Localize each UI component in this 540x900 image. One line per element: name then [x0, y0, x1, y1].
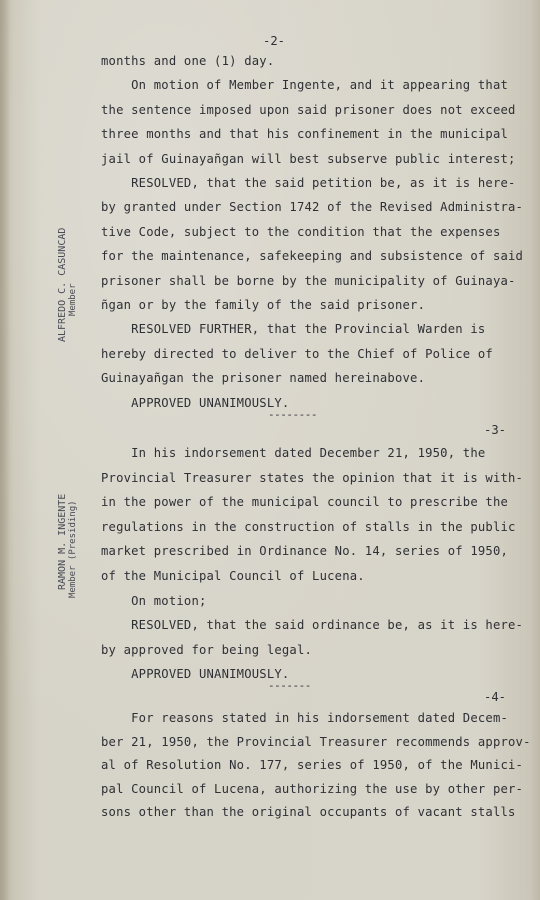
text-line: For reasons stated in his indorsement dated Decem-: [101, 711, 509, 725]
text-line: ber 21, 1950, the Provincial Treasurer recommends approv-: [101, 734, 531, 749]
separator: --------: [268, 408, 317, 421]
text-line: pal Council of Lucena, authorizing the use by other per-: [101, 781, 524, 796]
text-line: jail of Guinayañgan will best subserve public interest;: [101, 151, 516, 166]
text-line: APPROVED UNANIMOUSLY.: [101, 667, 290, 682]
text-line: On motion;: [101, 593, 207, 608]
text-line: the sentence imposed upon said prisoner does not exceed: [101, 102, 516, 117]
text-line: three months and that his confinement in the municipal: [101, 127, 509, 142]
text-line: al of Resolution No. 177, series of 1950, of the Munici-: [101, 758, 524, 773]
section-number-4: -4-: [484, 690, 507, 704]
text-line: market prescribed in Ordinance No. 14, series of 1950,: [101, 544, 509, 559]
text-line: RESOLVED, that the said petition be, as it is here-: [101, 176, 516, 190]
text-line: for the maintenance, safekeeping and subsistence of said: [101, 249, 524, 264]
text-line: in the power of the municipal council to prescribe the: [101, 495, 509, 510]
text-line: of the Municipal Council of Lucena.: [101, 569, 365, 583]
paper-edge: [0, 0, 10, 900]
text-line: In his indorsement dated December 21, 1950, the: [101, 446, 486, 460]
text-line: tive Code, subject to the condition that the expenses: [101, 224, 501, 239]
margin-signature-title: Member: [68, 283, 78, 316]
text-line: RESOLVED, that the said ordinance be, as it is here-: [101, 618, 524, 633]
text-line: Guinayañgan the prisoner named hereinabove.: [101, 371, 426, 386]
text-line: regulations in the construction of stalls in the public: [101, 519, 516, 534]
text-line: sons other than the original occupants of vacant stalls: [101, 805, 516, 820]
text-line: months and one (1) day.: [101, 54, 275, 68]
margin-signature-name: ALFREDO C. CASUNCAD: [57, 227, 68, 342]
text-line: by approved for being legal.: [101, 642, 313, 657]
margin-signature-title: Member (Presiding): [68, 500, 78, 598]
section-number-3: -3-: [484, 423, 507, 437]
text-line: APPROVED UNANIMOUSLY.: [101, 395, 290, 410]
text-line: RESOLVED FURTHER, that the Provincial Warden is: [101, 322, 486, 337]
text-line: Provincial Treasurer states the opinion that it is with-: [101, 470, 524, 485]
margin-signature-name: RAMON M. INGENTE: [57, 493, 68, 590]
text-line: On motion of Member Ingente, and it appearing that: [101, 78, 509, 93]
text-line: prisoner shall be borne by the municipality of Guinaya-: [101, 273, 516, 288]
text-line: hereby directed to deliver to the Chief of Police of: [101, 346, 493, 361]
separator: -------: [268, 679, 311, 692]
page-number: -2-: [263, 34, 286, 48]
text-line: ñgan or by the family of the said prisoner.: [101, 298, 426, 312]
text-line: by granted under Section 1742 of the Revised Administra-: [101, 200, 524, 215]
